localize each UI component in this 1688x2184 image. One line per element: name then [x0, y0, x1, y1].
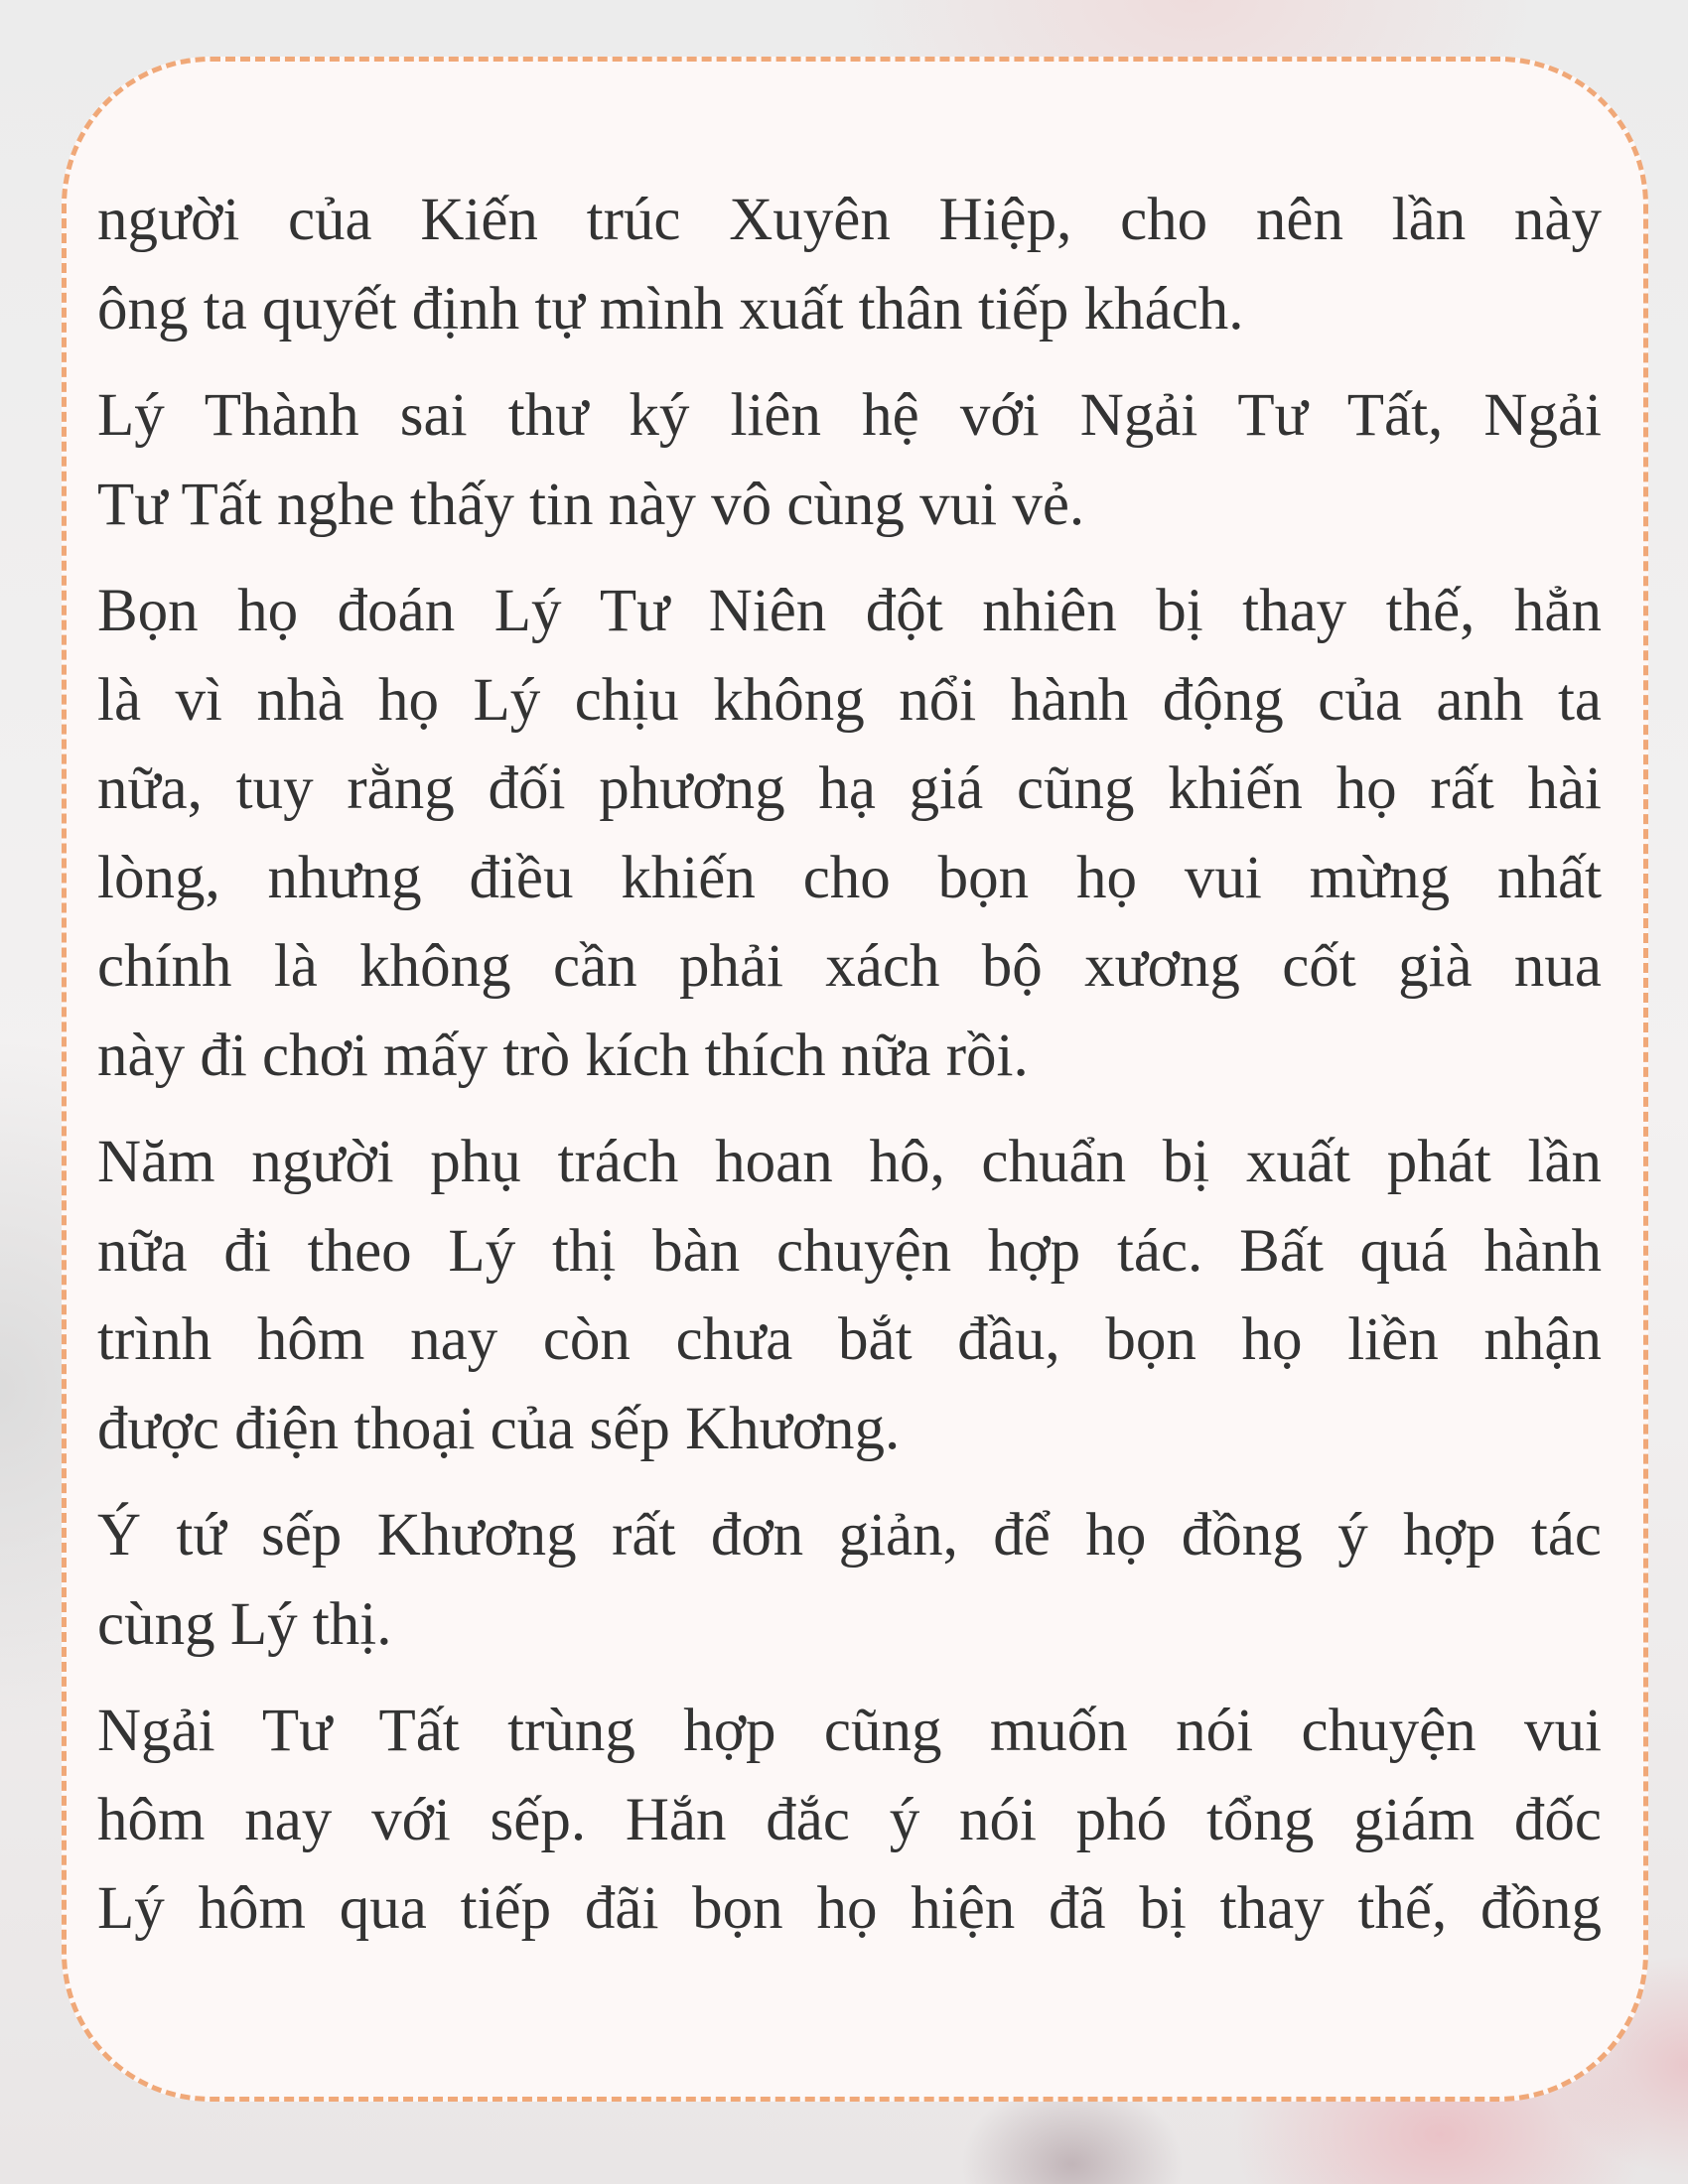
text-line: chính là không cần phải xách bộ xương cốt già nua [97, 933, 1602, 1000]
paragraph [97, 1687, 1602, 1954]
text-line: Bọn họ đoán Lý Tư Niên đột nhiên bị thay thế, hẳn [97, 578, 1602, 644]
text-line: Ý tứ sếp Khương rất đơn giản, để họ đồng ý hợp tác [97, 1502, 1602, 1569]
text-line: Năm người phụ trách hoan hô, chuẩn bị xuất phát lần [97, 1129, 1602, 1195]
text-line: Lý Thành sai thư ký liên hệ với Ngải Tư Tất, Ngải [97, 382, 1602, 449]
text-line: lòng, nhưng điều khiến cho bọn họ vui mừng nhất [97, 844, 1602, 911]
paragraph [97, 371, 1602, 549]
paragraph [97, 176, 1602, 353]
text-line: hôm nay với sếp. Hắn đắc ý nói phó tổng giám đốc [97, 1786, 1602, 1853]
text-line: cùng Lý thị. [97, 1590, 392, 1658]
text-line: Lý hôm qua tiếp đãi bọn họ hiện đã bị thay thế, đồng [97, 1875, 1602, 1942]
paragraph [97, 567, 1602, 1100]
text-line: này đi chơi mấy trò kích thích nữa rồi. [97, 1022, 1029, 1089]
paragraph [97, 1118, 1602, 1473]
story-text [97, 176, 1602, 1972]
paragraph [97, 1491, 1602, 1669]
text-line: ông ta quyết định tự mình xuất thân tiếp khách. [97, 275, 1244, 342]
text-line: nữa đi theo Lý thị bàn chuyện hợp tác. Bất quá hành [97, 1217, 1602, 1285]
text-line: nữa, tuy rằng đối phương hạ giá cũng khiến họ rất hài [97, 755, 1602, 822]
text-line: người của Kiến trúc Xuyên Hiệp, cho nên lần này [97, 187, 1602, 253]
text-line: là vì nhà họ Lý chịu không nổi hành động của anh ta [97, 666, 1602, 734]
text-line: được điện thoại của sếp Khương. [97, 1395, 901, 1462]
text-line: Ngải Tư Tất trùng hợp cũng muốn nói chuyện vui [97, 1698, 1602, 1764]
text-line: Tư Tất nghe thấy tin này vô cùng vui vẻ. [97, 471, 1085, 538]
text-line: trình hôm nay còn chưa bắt đầu, bọn họ liền nhận [97, 1306, 1602, 1373]
